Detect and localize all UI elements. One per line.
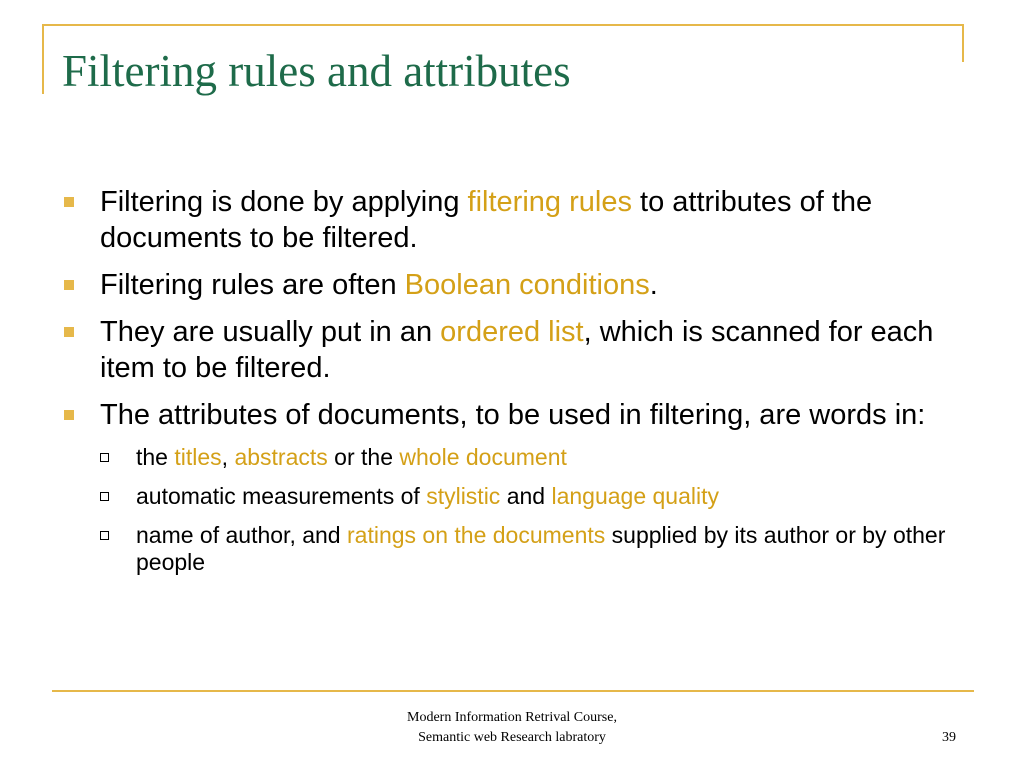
bullet-text: .: [649, 269, 658, 301]
bullet-text: Filtering is done by applying: [100, 186, 468, 218]
bullet-item-1: [62, 184, 982, 256]
bullet-text: to attributes of the documents to be filtered.: [100, 186, 873, 254]
subbullet-item-1: [62, 444, 982, 471]
frame-left-line: [42, 24, 44, 94]
page-number: 39: [942, 730, 956, 745]
subbullet-text: or the: [327, 444, 400, 470]
highlighted-term: ratings on the documents: [347, 522, 606, 548]
subbullet-item-3: [62, 522, 982, 576]
frame-top-line: [42, 24, 964, 26]
bullet-item-4: [62, 397, 982, 433]
subbullet-text: the: [136, 444, 175, 470]
subbullet-text: automatic measurements of: [136, 483, 427, 509]
bullet-text: They are usually put in an: [100, 316, 441, 348]
hollow-square-bullet-icon: [100, 492, 109, 501]
highlighted-term: Boolean conditions: [404, 269, 650, 301]
bullet-item-2: [62, 267, 982, 303]
highlighted-term: whole document: [399, 444, 567, 470]
subbullet-item-2: [62, 483, 982, 510]
bullet-text: The attributes of documents, to be used in filtering, are words in:: [100, 399, 926, 431]
square-bullet-icon: [64, 327, 74, 337]
footer-text: [312, 708, 712, 748]
highlighted-term: language quality: [551, 483, 719, 509]
footer-divider: [52, 690, 974, 692]
square-bullet-icon: [64, 410, 74, 420]
hollow-square-bullet-icon: [100, 453, 109, 462]
square-bullet-icon: [64, 197, 74, 207]
bullet-text: Filtering rules are often: [100, 269, 405, 301]
subbullet-text: ,: [221, 444, 235, 470]
subbullet-text: name of author, and: [136, 522, 347, 548]
footer-line-1: Modern Information Retrival Course,: [407, 710, 617, 725]
bullet-list: [62, 184, 982, 588]
highlighted-term: stylistic: [426, 483, 501, 509]
highlighted-term: filtering rules: [467, 186, 632, 218]
highlighted-term: titles: [174, 444, 222, 470]
highlighted-term: ordered list: [440, 316, 584, 348]
subbullet-text: supplied by its author or by other people: [136, 522, 946, 575]
slide-title: Filtering rules and attributes: [62, 46, 571, 96]
bullet-item-3: [62, 314, 982, 386]
highlighted-term: abstracts: [234, 444, 328, 470]
hollow-square-bullet-icon: [100, 531, 109, 540]
frame-right-line: [962, 24, 964, 62]
subbullet-text: and: [500, 483, 552, 509]
bullet-text: , which is scanned for each item to be filtered.: [100, 316, 934, 384]
square-bullet-icon: [64, 280, 74, 290]
footer-line-2: Semantic web Research labratory: [418, 730, 606, 745]
